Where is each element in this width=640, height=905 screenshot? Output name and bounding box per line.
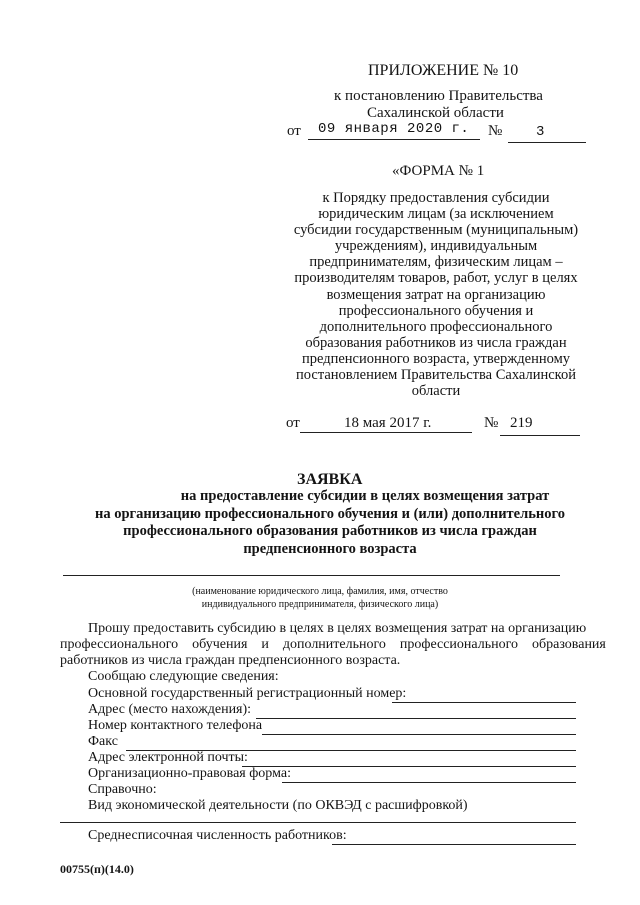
- body-intro: Сообщаю следующие сведения:: [88, 669, 279, 684]
- form-num-underline: [500, 435, 580, 436]
- field-address-label: Адрес (место нахождения):: [88, 702, 252, 717]
- field-staff-label: Среднесписочная численность работников:: [88, 828, 347, 843]
- form-line: профессионального обучения и: [338, 302, 534, 319]
- appendix-date: 09 января 2020 г.: [318, 121, 470, 137]
- footer-code: 00755(п)(14.0): [60, 862, 134, 876]
- body-paragraph-3: работников из числа граждан предпенсионного возраста.: [60, 653, 401, 668]
- zayavka-subtitle-line: профессионального образования работников из числа граждан: [123, 523, 537, 539]
- field-legal-form-label: Организационно-правовая форма:: [88, 766, 291, 781]
- zayavka-subtitle: [60, 488, 600, 558]
- form-date: 18 мая 2017 г.: [344, 415, 432, 431]
- form-line: постановлением Правительства Сахалинской: [296, 367, 576, 384]
- appendix-line-1: к постановлению Правительства: [334, 88, 543, 104]
- appendix-num: 3: [536, 124, 545, 140]
- field-phone-label: Номер контактного телефона: [88, 718, 263, 733]
- appendix-num-underline: [508, 142, 586, 143]
- form-line: производителям товаров, работ, услуг в целях: [294, 270, 578, 287]
- zayavka-subtitle-line: на организацию профессионального обучения и (или) дополнительного: [95, 505, 565, 522]
- field-reference-label: Справочно:: [88, 782, 157, 797]
- form-text-block: [276, 190, 596, 399]
- form-line: возмещения затрат на организацию: [326, 286, 546, 303]
- applicant-hint-1: (наименование юридического лица, фамилия, имя, отчество: [192, 586, 448, 597]
- field-legal-form-line[interactable]: [282, 782, 576, 783]
- form-from-label: от: [286, 415, 300, 431]
- form-line: юридическим лицам (за исключением: [318, 206, 554, 223]
- field-okved-label: Вид экономической деятельности (по ОКВЭД с расшифровкой): [88, 798, 468, 813]
- form-line: предпринимателям, физическим лицам –: [309, 254, 563, 271]
- field-ogrn-line[interactable]: [392, 702, 576, 703]
- form-line: предпенсионного возраста, утвержденному: [301, 350, 571, 367]
- field-address-line[interactable]: [256, 718, 576, 719]
- appendix-title: ПРИЛОЖЕНИЕ № 10: [368, 62, 519, 79]
- form-num: 219: [510, 415, 533, 431]
- applicant-hint-2: индивидуального предпринимателя, физического лица): [201, 599, 439, 610]
- form-line: образования работников из числа граждан: [305, 334, 567, 351]
- form-line: учреждениям), индивидуальным: [334, 238, 538, 255]
- body-paragraph-1: Прошу предоставить субсидию в целях в целях возмещения затрат на организацию: [88, 621, 587, 636]
- form-line: дополнительного профессионального: [319, 318, 553, 335]
- field-staff-line[interactable]: [332, 844, 576, 845]
- form-title: «ФОРМА № 1: [392, 163, 485, 179]
- zayavka-subtitle-line: предпенсионного возраста: [243, 540, 417, 557]
- field-fax-label: Факс: [88, 734, 118, 749]
- form-line: к Порядку предоставления субсидии: [322, 190, 550, 206]
- form-date-underline: [300, 432, 472, 433]
- form-num-label: №: [484, 415, 499, 431]
- field-email-label: Адрес электронной почты:: [88, 750, 248, 765]
- field-email-line[interactable]: [242, 766, 576, 767]
- form-line: субсидии государственным (муниципальным): [293, 222, 579, 239]
- form-line: области: [411, 383, 461, 400]
- field-ogrn-label: Основной государственный регистрационный номер:: [88, 686, 407, 701]
- body-paragraph-2: профессионального обучения и дополнительного профессионального образования: [60, 637, 606, 652]
- appendix-date-underline: [308, 139, 480, 140]
- zayavka-title: ЗАЯВКА: [297, 471, 363, 488]
- field-phone-line[interactable]: [262, 734, 576, 735]
- field-okved-line[interactable]: [60, 822, 576, 823]
- appendix-from-label: от: [287, 123, 301, 139]
- zayavka-subtitle-line: на предоставление субсидии в целях возмещения затрат: [180, 488, 550, 504]
- appendix-num-label: №: [488, 123, 503, 139]
- applicant-name-line: [63, 575, 560, 576]
- appendix-line-2: Сахалинской области: [367, 105, 504, 121]
